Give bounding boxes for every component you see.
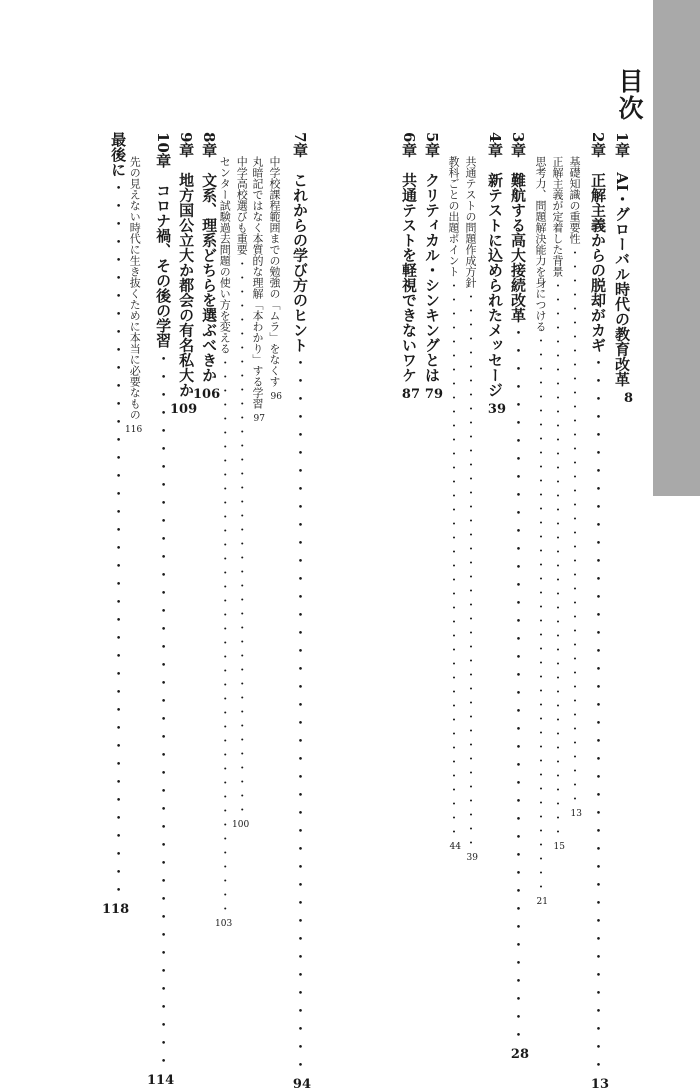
toc-chapter-entry (102, 132, 130, 917)
toc-entry-label: 8章 文系、理系どちらを選ぶべきか (200, 132, 219, 383)
toc-section-entry (249, 156, 265, 424)
toc-entry-label: 基礎知識の重要性 (568, 156, 581, 244)
toc-page-number: 13 (570, 809, 582, 819)
toc-section-entry (549, 156, 565, 852)
toc-entry-label: 3章 難航する高大接続改革 (509, 132, 527, 323)
toc-entry-label: 7章 これからの学び方のヒント (291, 132, 309, 353)
toc-entry-label: 6章 共通テストを軽視できないワケ (400, 132, 418, 383)
toc-page-number: 100 (232, 820, 250, 830)
toc-section-entry (566, 156, 582, 819)
toc-dot-leader: ・・・・・・・・・・・・・・・・・・・・・・・・・・・・・・・・・・・・・・・・ (109, 180, 128, 900)
toc-page-number: 114 (147, 1072, 175, 1088)
toc-chapter-entry (290, 132, 311, 1092)
page-title: 目次 (615, 68, 644, 122)
toc-dot-leader: ・・・・・・・・・・・・・・・・・・・・・・・・・・・・・・・・・・・・・・・・ (291, 355, 309, 1076)
toc-entry-label: 中学校課程範囲までの勉強の「ムラ」をなくす (268, 156, 281, 387)
toc-dot-leader: ・・・・・・・・・・・・・・・・・・・・・・・・・・・・・・・・・・・・・・・・ (464, 291, 477, 851)
toc-dot-leader: ・・・・・・・・・・・・・・・・・・・・・・・・・・・・・・・・・・・・・・・・ (589, 355, 607, 1076)
toc-chapter-entry (508, 132, 529, 1063)
toc-page-number: 13 (590, 1077, 609, 1092)
toc-dot-leader: ・・・・・・・・・・・・・・・・・・・・・・・・・・・・・・・・・・・・・・・・ (447, 280, 460, 840)
toc-chapter-entry (147, 132, 175, 1088)
toc-entry-label: 2章 正解主義からの脱却がカギ (589, 132, 607, 353)
toc-dot-leader: ・・・・・・・・・・・・・・・・・・・・・・・・・・・・・・・・・・・・・・・・ (235, 258, 249, 818)
toc-entry-label: 最後に (109, 132, 128, 177)
toc-entry-label: 思考力、問題解決能力を身につける (534, 156, 547, 332)
toc-chapter-entry (485, 132, 506, 418)
toc-page-number: 39 (487, 402, 506, 418)
toc-entry-label: 共通テストの問題作成方針 (464, 156, 477, 288)
toc-chapter-entry (612, 132, 633, 407)
toc-chapter-entry (399, 132, 420, 403)
toc-entry-label: 1章 AI・グローバル時代の教育改革 (613, 132, 631, 387)
toc-page-number: 28 (510, 1047, 529, 1063)
toc-entry-label: 先の見えない時代に生き抜くために本当に必要なもの (128, 156, 142, 420)
toc-dot-leader: ・・・・・・・・・・・・・・・・・・・・・・・・・・・・・・・・・・・・・・・・ (534, 335, 547, 895)
toc-entry-label: 4章 新テストに込められたメッセージ (486, 132, 504, 398)
toc-page-number: 118 (102, 902, 130, 917)
toc-section-entry (462, 156, 478, 863)
toc-page-number: 109 (170, 402, 198, 418)
toc-page-number: 106 (193, 387, 221, 403)
toc-page-number: 79 (424, 387, 443, 403)
toc-entry-label: 丸暗記ではなく本質的な理解「本わかり」する学習 (251, 156, 264, 409)
toc-dot-leader: ・・・・・・・・・・・・・・・・・・・・・・・・・・・・・・・・・・・・・・・・ (568, 247, 581, 807)
toc-page-number: 15 (553, 842, 565, 852)
toc-page-number: 96 (270, 392, 282, 402)
toc-entry-label: センター試験過去問題の使い方を変える (218, 156, 232, 354)
toc-entry-label: 中学高校選びも重要 (235, 156, 249, 255)
toc-page-number: 21 (536, 897, 548, 907)
toc-chapter-entry (422, 132, 443, 403)
toc-page-number: 39 (466, 853, 478, 863)
toc-entry-label: 教科ごとの出題ポイント (447, 156, 460, 277)
toc-page-number: 103 (215, 919, 233, 929)
toc-page-number: 97 (253, 414, 265, 424)
toc-dot-leader: ・・・・・・・・・・・・・・・・・・・・・・・・・・・・・・・・・・・・・・・・ (551, 280, 564, 840)
toc-section-entry (532, 156, 548, 907)
toc-dot-leader: ・・・・・・・・・・・・・・・・・・・・・・・・・・・・・・・・・・・・・・・・ (154, 350, 173, 1071)
toc-entry-label: 5章 クリティカル・シンキングとは (423, 132, 441, 383)
toc-dot-leader: ・・・・・・・・・・・・・・・・・・・・・・・・・・・・・・・・・・・・・・・・ (509, 325, 527, 1046)
toc-section-entry (266, 156, 282, 402)
page-edge-tab (653, 0, 700, 496)
toc-page-number: 87 (401, 387, 420, 403)
toc-dot-leader: ・・・・・・・・・・・・・・・・・・・・・・・・・・・・・・・・・・・・・・・・ (218, 357, 232, 917)
toc-entry-label: 正解主義が定着した背景 (551, 156, 564, 277)
toc-entry-label: 10章 コロナ禍、その後の学習 (154, 132, 173, 348)
toc-page-number: 44 (449, 842, 461, 852)
toc-page-number: 116 (125, 425, 143, 435)
toc-entry-label: 9章 地方国公立大か都会の有名私大か (177, 132, 196, 398)
toc-section-entry (445, 156, 461, 852)
toc-chapter-entry (588, 132, 609, 1092)
toc-section-entry (232, 156, 250, 830)
toc-page-number: 8 (623, 391, 633, 407)
toc-page-number: 94 (292, 1077, 311, 1092)
